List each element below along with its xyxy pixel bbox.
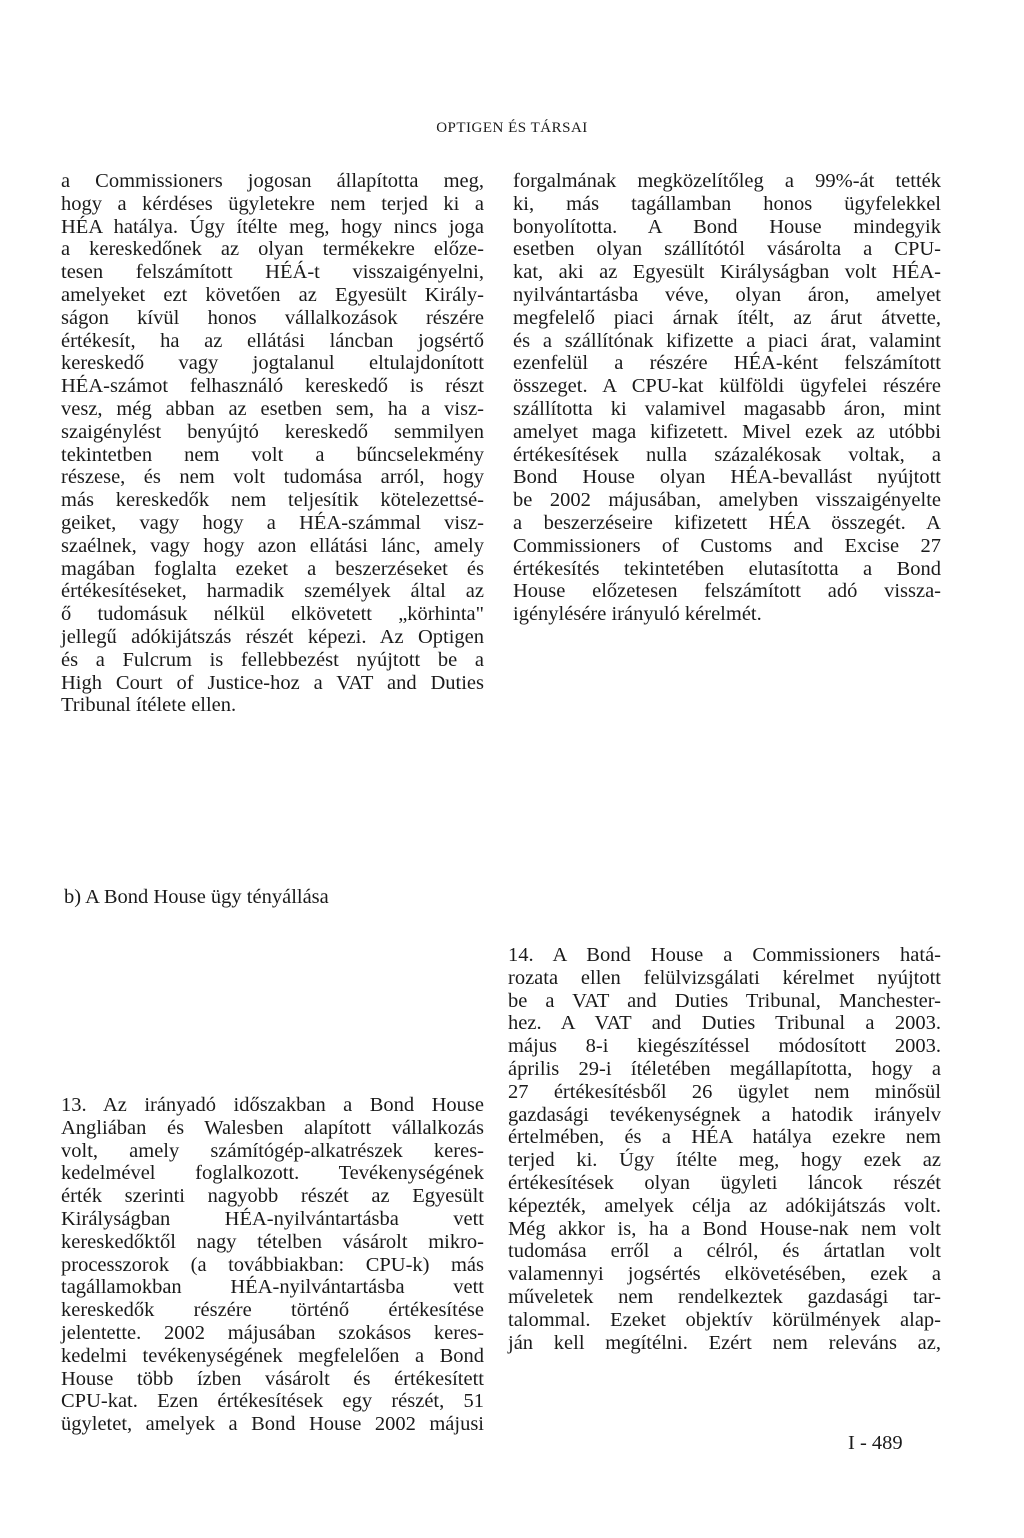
text-line: megfelelő piaci árnak ítélt, az árut átvette,	[513, 306, 941, 329]
paragraph	[513, 170, 941, 626]
right-column-top-text	[513, 170, 941, 626]
text-line: értékesít, ha az ellátási láncban jogsértő	[61, 329, 484, 352]
text-line: szaélnek, vagy hogy azon ellátási lánc, amely	[61, 534, 484, 557]
text-line: volt, amely számítógép-alkatrészek keres-	[61, 1139, 484, 1162]
text-line: összeget. A CPU-kat külföldi ügyfelei részére	[513, 375, 941, 398]
text-line: tekintetben nem volt a bűncselekmény	[61, 443, 484, 466]
left-column-top-text	[61, 170, 484, 717]
text-line: hogy a kérdéses ügyletekre nem terjed ki a	[61, 192, 484, 215]
text-line: nyilvántartásba véve, olyan áron, amelyet	[513, 283, 941, 306]
text-line: tudomása erről a célról, és ártatlan volt	[508, 1240, 941, 1263]
text-line: Királyságban HÉA-nyilvántartásba vett	[61, 1207, 484, 1230]
text-line: ezenfelül a részére HÉA-ként felszámított	[513, 352, 941, 375]
text-line: jelentette. 2002 májusában szokásos keres-	[61, 1321, 484, 1344]
text-line: vesz, még abban az esetben sem, ha a visz-	[61, 397, 484, 420]
text-line: a Commissioners jogosan állapította meg,	[61, 170, 484, 192]
text-line: értékesítéseket, harmadik személyek által az	[61, 580, 484, 603]
text-line: értékesítések nulla százalékosak voltak, a	[513, 443, 941, 466]
text-line: kereskedőktől nagy tételben vásárolt mikro-	[61, 1230, 484, 1253]
text-line: tesen felszámított HÉÁ-t visszaigényelni,	[61, 261, 484, 284]
text-line: értelmében, és a HÉA hatálya ezekre nem	[508, 1126, 941, 1149]
text-line: jellegű adókijátszás részét képezi. Az Optigen	[61, 625, 484, 648]
text-line: május 8-i kiegészítéssel módosított 2003.	[508, 1035, 941, 1058]
text-line: 13. Az irányadó időszakban a Bond House	[61, 1094, 484, 1116]
text-line: valamennyi jogsértés elkövetésében, ezek a	[508, 1263, 941, 1286]
paragraph	[61, 170, 484, 717]
text-line: Commissioners of Customs and Excise 27	[513, 534, 941, 557]
text-line: kereskedők részére történő értékesítése	[61, 1299, 484, 1322]
text-line: részese, és nem volt tudomása arról, hogy	[61, 466, 484, 489]
section-heading: b) A Bond House ügy tényállása	[64, 886, 329, 908]
text-line: House több ízben vásárolt és értékesített	[61, 1367, 484, 1390]
text-line: House előzetesen felszámított adó vissza-	[513, 580, 941, 603]
text-line: ügyletet, amelyek a Bond House 2002 májusi	[61, 1413, 484, 1436]
text-line: HÉA-számot felhasználó kereskedő is részt	[61, 375, 484, 398]
text-line: műveletek nem rendelkeztek gazdasági tar-	[508, 1285, 941, 1308]
text-line: geiket, vagy hogy a HÉA-számmal visz-	[61, 511, 484, 534]
text-line: szaigénylést benyújtó kereskedő semmilyen	[61, 420, 484, 443]
text-line: HÉA hatálya. Úgy ítélte meg, hogy nincs joga	[61, 215, 484, 238]
text-line: értékesítések olyan ügyleti láncok részét	[508, 1171, 941, 1194]
text-line: amelyet maga kifizetett. Mivel ezek az utóbbi	[513, 420, 941, 443]
text-line: és a Fulcrum is fellebbezést nyújtott be a	[61, 648, 484, 671]
text-line: esetben olyan szállítótól vásárolta a CPU-	[513, 238, 941, 261]
text-line: Még akkor is, ha a Bond House-nak nem volt	[508, 1217, 941, 1240]
text-line: április 29-i ítéletében megállapította, hogy a	[508, 1057, 941, 1080]
text-line: CPU-kat. Ezen értékesítések egy részét, 51	[61, 1390, 484, 1413]
text-line: kat, aki az Egyesült Királyságban volt HÉA-	[513, 261, 941, 284]
text-line: be 2002 májusában, amelyben visszaigényelte	[513, 489, 941, 512]
text-line: igénylésére irányuló kérelmét.	[513, 603, 762, 626]
text-line: terjed ki. Úgy ítélte meg, hogy ezek az	[508, 1149, 941, 1172]
paragraph-14	[508, 944, 941, 1354]
text-line: ján kell megítélni. Ezért nem releváns az,	[508, 1331, 941, 1354]
text-line: a kereskedőnek az olyan termékekre előze-	[61, 238, 484, 261]
text-line: tagállamokban HÉA-nyilvántartásba vett	[61, 1276, 484, 1299]
text-line: amelyeket ezt követően az Egyesült Király-	[61, 283, 484, 306]
text-line: és a szállítónak kifizette a piaci árat, valamint	[513, 329, 941, 352]
text-line: Tribunal ítélete ellen.	[61, 694, 237, 717]
text-line: kedelmével foglalkozott. Tevékenységének	[61, 1162, 484, 1185]
paragraph	[508, 944, 941, 1354]
text-line: értékesítés tekintetében elutasította a Bond	[513, 557, 941, 580]
text-line: érték szerinti nagyobb részét az Egyesült	[61, 1185, 484, 1208]
text-line: ki, más tagállamban honos ügyfelekkel	[513, 192, 941, 215]
paragraph-13	[61, 1094, 484, 1436]
paragraph	[61, 1094, 484, 1436]
text-line: talommal. Ezeket objektív körülmények alap-	[508, 1308, 941, 1331]
text-line: forgalmának megközelítőleg a 99%-át tették	[513, 170, 941, 192]
text-line: 14. A Bond House a Commissioners hatá-	[508, 944, 941, 966]
text-line: gazdasági tevékenységnek a hatodik irányelv	[508, 1103, 941, 1126]
text-line: szállította ki valamivel magasabb áron, mint	[513, 397, 941, 420]
text-line: 27 értékesítésből 26 ügylet nem minősül	[508, 1080, 941, 1103]
text-line: hez. A VAT and Duties Tribunal a 2003.	[508, 1012, 941, 1035]
text-line: rozata ellen felülvizsgálati kérelmet nyújtott	[508, 966, 941, 989]
running-head: OPTIGEN ÉS TÁRSAI	[436, 120, 588, 136]
text-line: képezték, amelyek célja az adókijátszás volt.	[508, 1194, 941, 1217]
text-line: Bond House olyan HÉA-bevallást nyújtott	[513, 466, 941, 489]
text-line: High Court of Justice-hoz a VAT and Duties	[61, 671, 484, 694]
text-line: magában foglalta ezeket a beszerzéseket és	[61, 557, 484, 580]
text-line: ő tudomásuk nélkül elkövetett „körhinta"	[61, 603, 484, 626]
text-line: más kereskedők nem teljesítik kötelezettsé-	[61, 489, 484, 512]
text-line: a beszerzéseire kifizetett HÉA összegét. A	[513, 511, 941, 534]
text-line: kedelmi tevékenységének megfelelően a Bond	[61, 1344, 484, 1367]
text-line: processzorok (a továbbiakban: CPU-k) más	[61, 1253, 484, 1276]
page-number: I - 489	[848, 1432, 903, 1454]
text-line: kereskedő vagy jogtalanul eltulajdonított	[61, 352, 484, 375]
text-line: Angliában és Walesben alapított vállalkozás	[61, 1116, 484, 1139]
text-line: be a VAT and Duties Tribunal, Manchester-	[508, 989, 941, 1012]
text-line: ságon kívül honos vállalkozások részére	[61, 306, 484, 329]
text-line: bonyolította. A Bond House mindegyik	[513, 215, 941, 238]
